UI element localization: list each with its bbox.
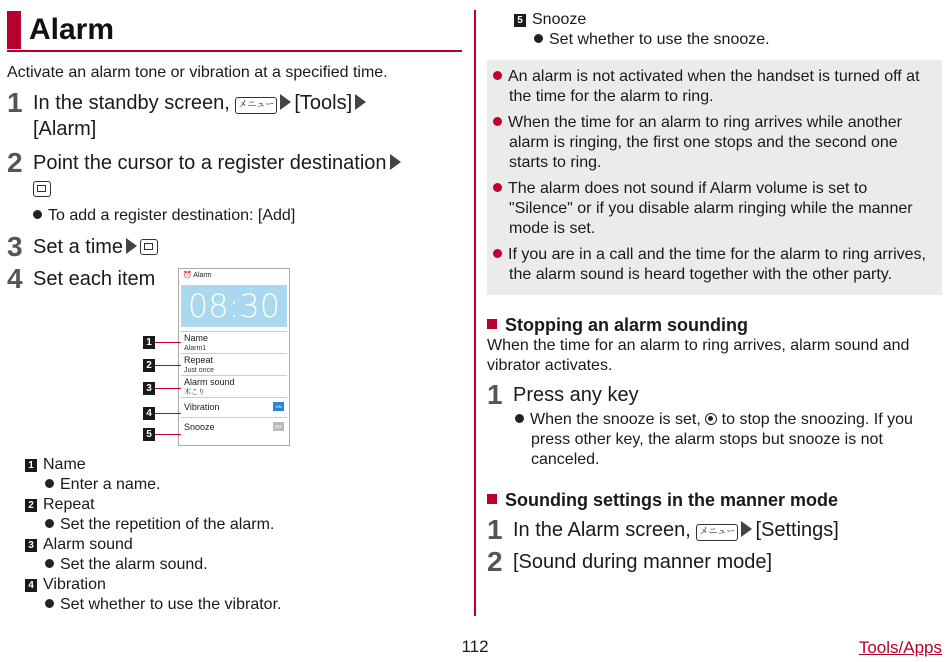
- column-divider: [474, 10, 476, 616]
- note-item: [493, 179, 934, 239]
- menu-key-icon: メニュー: [696, 524, 738, 541]
- step-text-b: [Settings]: [755, 519, 839, 541]
- section-title: Sounding settings in the manner mode: [505, 490, 839, 510]
- step-number: 2: [7, 147, 23, 178]
- bullet-icon: [493, 71, 502, 80]
- callout-line-1: [155, 342, 181, 343]
- step-2: [7, 147, 462, 202]
- bullet-icon: [45, 599, 54, 608]
- center-key-icon: [140, 239, 158, 255]
- step-3-text: Set a time: [33, 236, 124, 258]
- section-marker-icon: [487, 319, 497, 329]
- arrow-right-icon: [126, 238, 137, 254]
- item-number: 5: [514, 14, 526, 27]
- arrow-right-icon: [741, 521, 752, 537]
- bullet-icon: [534, 34, 543, 43]
- note-text: An alarm is not activated when the handset is turned off at the time for the alarm to ring.: [508, 68, 920, 105]
- row-label: Snooze: [184, 422, 215, 432]
- callout-1: 1: [143, 336, 155, 349]
- bullet-icon: [493, 249, 502, 258]
- row-label: Vibration: [184, 402, 220, 412]
- step-1: [7, 87, 462, 142]
- item-desc-text: Set whether to use the vibrator.: [60, 596, 282, 613]
- note-item: [493, 245, 934, 285]
- bullet-icon: [45, 559, 54, 568]
- item-snooze-block: [487, 10, 942, 50]
- item-snooze: [514, 10, 942, 30]
- callout-5: 5: [143, 428, 155, 441]
- item-desc-text: Set the alarm sound.: [60, 556, 208, 573]
- intro-text: Activate an alarm tone or vibration at a specified time.: [7, 64, 388, 81]
- step-text: [513, 517, 839, 543]
- callout-line-3: [155, 388, 181, 389]
- item-number: 1: [25, 459, 37, 472]
- section-title: Stopping an alarm sounding: [505, 315, 748, 335]
- bullet-icon: [493, 117, 502, 126]
- step-3: [7, 231, 462, 262]
- bullet-text-b: to stop the snoozing. If you press other key, the alarm stops but snooze is not canceled.: [531, 411, 913, 468]
- title-bar: [7, 10, 462, 52]
- step-2-bullet-text: To add a register destination: [Add]: [48, 207, 296, 224]
- section-body: When the time for an alarm to ring arrives, alarm sound and vibrator activates.: [487, 337, 910, 374]
- left-column: [7, 10, 462, 292]
- item-desc: [514, 30, 942, 50]
- item-desc: [25, 595, 281, 615]
- manner-step-2: [487, 546, 942, 577]
- step-text: [33, 234, 158, 260]
- note-text: The alarm does not sound if Alarm volume is set to "Silence" or if you disable alarm ringing while the manner mode is set.: [508, 180, 913, 237]
- step-number: 4: [7, 263, 23, 294]
- note-item: [493, 67, 934, 107]
- item-number: 3: [25, 539, 37, 552]
- item-name-text: Repeat: [43, 496, 95, 513]
- row-value: 木こり: [184, 389, 205, 396]
- bullet-icon: [45, 479, 54, 488]
- callout-3: 3: [143, 382, 155, 395]
- snooze-toggle: OFF: [274, 424, 283, 429]
- item-alarm-sound: [25, 535, 281, 555]
- bullet-icon: [493, 183, 502, 192]
- stop-step-1: [487, 379, 942, 410]
- step-text: Press any key: [513, 384, 639, 406]
- alarm-row-vibration: [181, 397, 287, 417]
- callout-line-2: [155, 365, 181, 366]
- step-number: 1: [7, 87, 23, 118]
- row-label: Name: [184, 333, 209, 343]
- step-text-a: In the Alarm screen,: [513, 519, 697, 541]
- bullet-text-a: When the snooze is set,: [530, 411, 706, 428]
- right-column: [487, 10, 942, 575]
- page-number: 112: [461, 637, 489, 656]
- alarm-row-repeat: [181, 353, 287, 375]
- item-name-text: Snooze: [532, 11, 587, 28]
- arrow-right-icon: [280, 94, 291, 110]
- item-desc-text: Set the repetition of the alarm.: [60, 516, 275, 533]
- title-accent: [7, 11, 21, 49]
- item-desc-text: Set whether to use the snooze.: [549, 31, 770, 48]
- alarm-screen-mockup: [178, 268, 290, 446]
- alarm-row-name: [181, 331, 287, 353]
- item-desc: [25, 475, 281, 495]
- row-value: Alarm1: [184, 345, 207, 352]
- step-text: Set each item: [33, 268, 156, 290]
- alarm-time-display: 08:30: [181, 285, 287, 327]
- step-number: 1: [487, 514, 503, 545]
- vibration-toggle: ON: [273, 402, 284, 411]
- item-name-text: Vibration: [43, 576, 106, 593]
- item-name-text: Alarm sound: [43, 536, 133, 553]
- step-text: [33, 90, 369, 142]
- alarm-row-snooze: [181, 417, 287, 437]
- row-label: Alarm sound: [184, 377, 235, 387]
- callout-line-4: [155, 413, 181, 414]
- step-1-text-b: [Tools]: [294, 92, 353, 114]
- menu-key-icon: メニュー: [235, 97, 277, 114]
- section-manner-mode: [487, 490, 942, 511]
- alarm-app-header: ⏰ Alarm: [183, 272, 212, 279]
- note-text: If you are in a call and the time for the alarm to ring arrives, the alarm sound is heard together with the other party.: [508, 246, 926, 283]
- step-2-text: Point the cursor to a register destination: [33, 152, 387, 174]
- callout-2: 2: [143, 359, 155, 372]
- item-number: 4: [25, 579, 37, 592]
- step-number: 2: [487, 546, 503, 577]
- step-1-text-c: [Alarm]: [33, 118, 97, 140]
- page-title: Alarm: [29, 13, 115, 46]
- item-desc: [25, 555, 281, 575]
- section-marker-icon: [487, 494, 497, 504]
- step-number: 3: [7, 231, 23, 262]
- item-desc: [25, 515, 281, 535]
- center-button-icon: [705, 413, 717, 425]
- step-2-bullet: [7, 206, 462, 226]
- row-value: Just once: [184, 367, 214, 374]
- item-name: [25, 455, 281, 475]
- step-text: [33, 150, 404, 202]
- callout-line-5: [155, 434, 181, 435]
- step-1-text-a: In the standby screen,: [33, 92, 236, 114]
- callout-4: 4: [143, 407, 155, 420]
- item-desc-text: Enter a name.: [60, 476, 161, 493]
- center-key-icon: [33, 181, 51, 197]
- arrow-right-icon: [355, 94, 366, 110]
- alarm-row-sound: [181, 375, 287, 397]
- footer-link-tools-apps[interactable]: Tools/Apps: [858, 638, 942, 657]
- step-number: 1: [487, 379, 503, 410]
- manner-step-1: [487, 514, 942, 545]
- notes-box: [487, 60, 942, 295]
- item-vibration: [25, 575, 281, 595]
- section-stopping-alarm: [487, 315, 942, 336]
- step-text: [Sound during manner mode]: [513, 551, 773, 573]
- note-text: When the time for an alarm to ring arrives while another alarm is ringing, the first one stops and the second one starts to ring.: [508, 114, 902, 171]
- item-repeat: [25, 495, 281, 515]
- item-number: 2: [25, 499, 37, 512]
- item-name-text: Name: [43, 456, 86, 473]
- note-item: [493, 113, 934, 173]
- stop-step-bullet: [487, 410, 942, 470]
- row-label: Repeat: [184, 355, 214, 365]
- alarm-app-title: Alarm: [193, 272, 212, 279]
- bullet-icon: [515, 414, 524, 423]
- item-descriptions: [25, 455, 281, 615]
- bullet-icon: [33, 210, 42, 219]
- bullet-icon: [45, 519, 54, 528]
- arrow-right-icon: [390, 154, 401, 170]
